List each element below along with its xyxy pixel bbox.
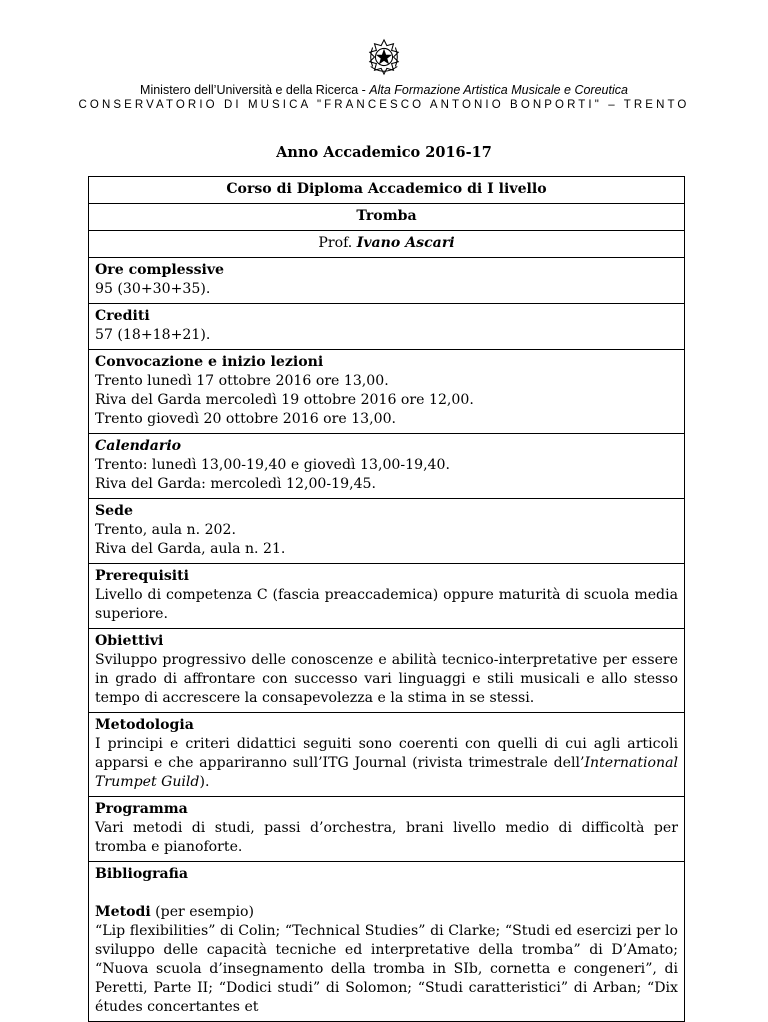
section-heading: Sede — [95, 503, 133, 519]
section-heading: Obiettivi — [95, 633, 164, 649]
section-text: I principi e criteri didattici seguiti sono coerenti con quelli di cui agli articoli apparsi e che appariranno sull’ITG Journal (rivista trimestrale dell’ — [95, 736, 678, 771]
section-text: Sviluppo progressivo delle conoscenze e abilità tecnico-interpretative per essere in grado di affrontare con successo vari linguaggi e stili musicali e allo stesso tempo di accrescere la consapevolezza e la stima in se stessi. — [95, 652, 678, 706]
section-text: Livello di competenza C (fascia preaccademica) oppure maturità di scuola media superiore. — [95, 587, 678, 622]
section-heading: Calendario — [95, 438, 182, 454]
section-heading: Crediti — [95, 308, 150, 324]
section-heading: Programma — [95, 801, 188, 817]
subsection-note: (per esempio) — [150, 904, 255, 920]
ministry-division: Alta Formazione Artistica Musicale e Coreutica — [369, 83, 628, 97]
professor-prefix: Prof. — [318, 235, 357, 251]
section-text: 95 (30+30+35). — [95, 281, 211, 297]
section-text: 57 (18+18+21). — [95, 327, 211, 343]
course-table — [88, 176, 685, 1022]
italian-republic-emblem-icon — [365, 38, 403, 76]
section-heading: Prerequisiti — [95, 568, 189, 584]
section-text: Vari metodi di studi, passi d’orchestra, brani livello medio di difficoltà per tromba e pianoforte. — [95, 820, 678, 855]
section-sede — [89, 499, 685, 564]
section-crediti — [89, 304, 685, 350]
professor-name: Ivano Ascari — [356, 235, 455, 251]
section-obiettivi — [89, 629, 685, 713]
section-calendario — [89, 434, 685, 499]
section-heading: Metodologia — [95, 717, 194, 733]
section-text-italic: International Trumpet Guild — [95, 755, 678, 790]
academic-year: Anno Accademico 2016-17 — [276, 144, 492, 161]
section-prerequisiti — [89, 564, 685, 629]
ministry-name: Ministero dell’Università e della Ricerca - — [140, 83, 370, 97]
ministry-line — [0, 83, 768, 98]
section-heading: Ore complessive — [95, 262, 225, 278]
section-line: Riva del Garda, aula n. 21. — [95, 541, 286, 557]
course-title: Corso di Diploma Accademico di I livello — [226, 181, 547, 197]
spacer — [95, 884, 678, 903]
section-metodologia — [89, 713, 685, 797]
section-ore — [89, 258, 685, 304]
section-line: Trento, aula n. 202. — [95, 522, 236, 538]
conservatory-name: CONSERVATORIO DI MUSICA "FRANCESCO ANTONIO BONPORTI" – TRENTO — [78, 99, 690, 111]
section-line: Riva del Garda mercoledì 19 ottobre 2016 ore 12,00. — [95, 392, 474, 408]
section-line: Trento: lunedì 13,00-19,40 e giovedì 13,00-19,40. — [95, 457, 450, 473]
section-heading: Convocazione e inizio lezioni — [95, 354, 324, 370]
section-text: “Lip flexibilities” di Colin; “Technical Studies” di Clarke; “Studi ed esercizi per lo sviluppo delle capacità tecniche ed interpretative della tromba” di D’Amato; “Nuova scuola d’insegnamento della tromba in SIb, cornetta e congeneri”, di Peretti, Parte II; “Dodici studi” di Solomon; “Studi caratteristici” di Arban; “Dix études concertantes et — [95, 923, 678, 1015]
section-line: Trento lunedì 17 ottobre 2016 ore 13,00. — [95, 373, 389, 389]
section-line: Riva del Garda: mercoledì 12,00-19,45. — [95, 476, 376, 492]
course-instrument: Tromba — [356, 208, 417, 224]
professor-cell — [89, 231, 685, 258]
section-heading: Bibliografia — [95, 866, 189, 882]
section-bibliografia — [89, 862, 685, 1022]
section-programma — [89, 797, 685, 862]
course-title-cell — [89, 177, 685, 204]
subsection-heading: Metodi — [95, 904, 151, 920]
section-text-end: ). — [199, 774, 210, 790]
instrument-cell — [89, 204, 685, 231]
section-line: Trento giovedì 20 ottobre 2016 ore 13,00. — [95, 411, 397, 427]
section-convocazione — [89, 350, 685, 434]
